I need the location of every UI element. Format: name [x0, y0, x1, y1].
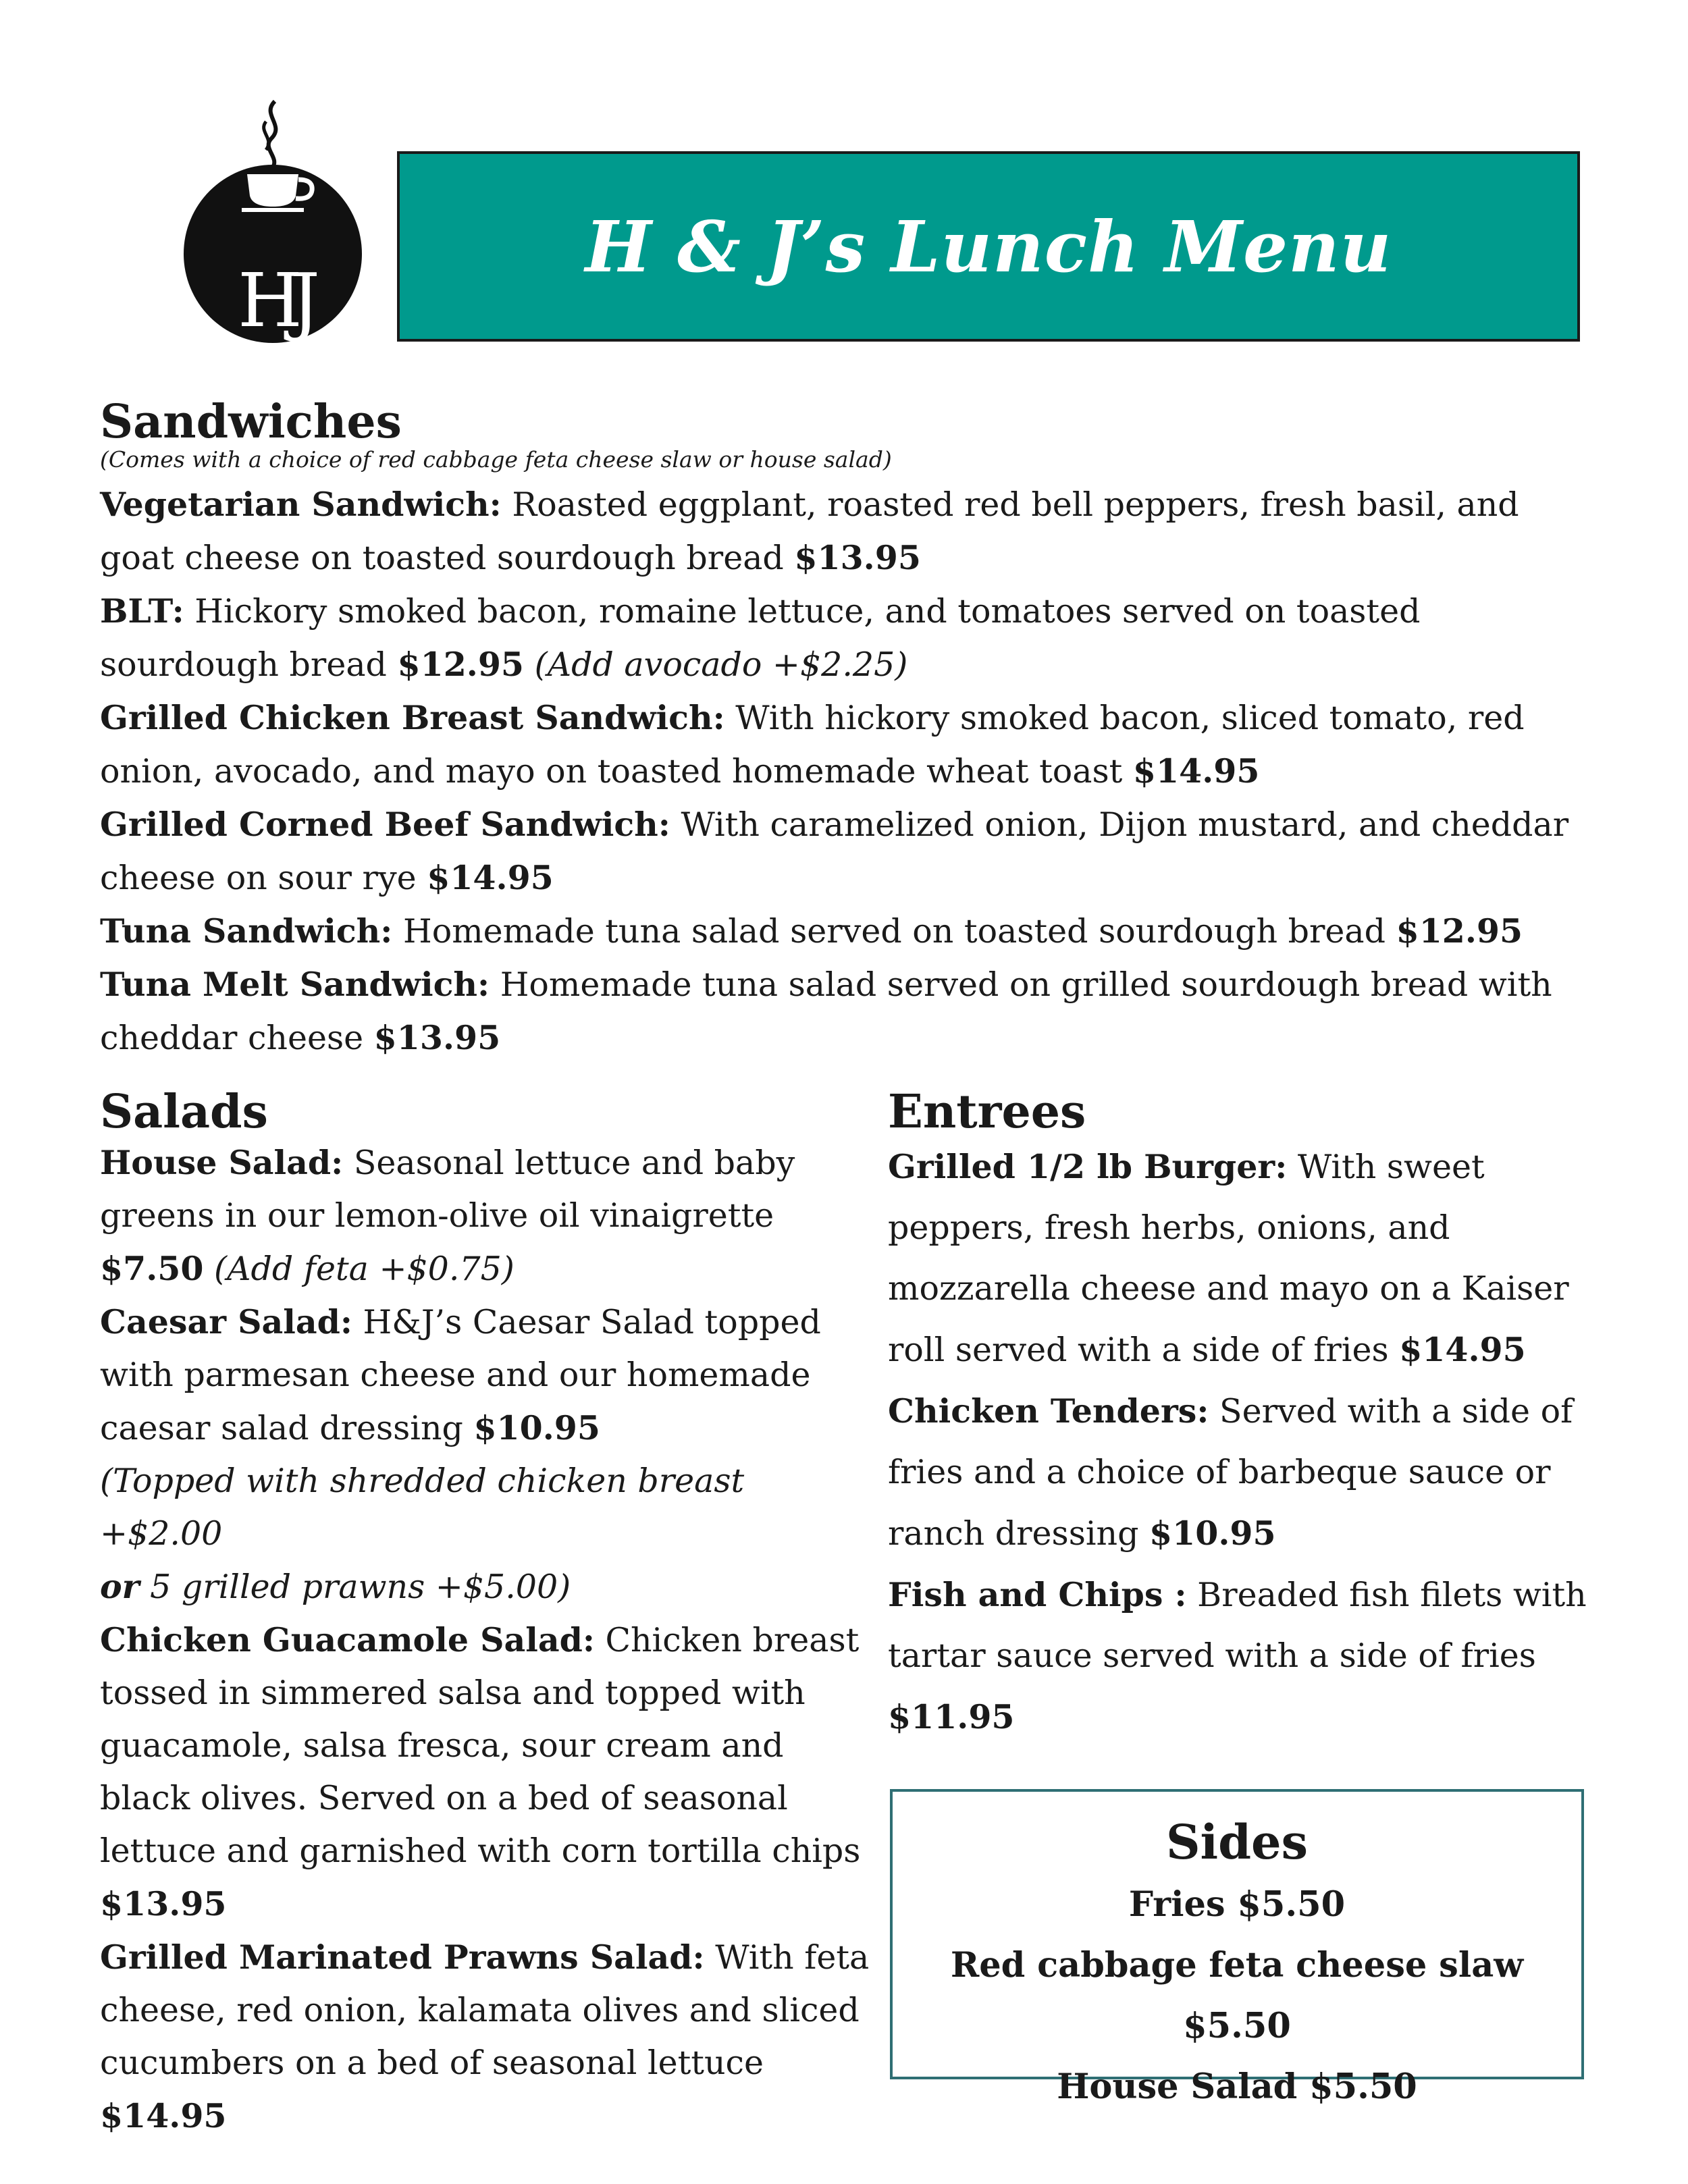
- item-description: With caramelized onion, Dijon mustard, and cheddar cheese on sour rye: [100, 805, 1569, 898]
- item-price: $14.95: [1399, 1330, 1526, 1370]
- item-price: $10.95: [1149, 1514, 1276, 1553]
- menu-item: [100, 478, 1592, 585]
- sandwiches-note: (Comes with a choice of red cabbage feta cheese slaw or house salad): [100, 446, 892, 473]
- menu-item: [100, 1136, 870, 1296]
- item-description: Roasted eggplant, roasted red bell peppers, fresh basil, and goat cheese on toasted sourdough bread: [100, 485, 1519, 578]
- sandwiches-heading: Sandwiches: [100, 395, 402, 449]
- caesar-addon: [100, 1455, 870, 1614]
- item-price: $12.95: [1396, 911, 1523, 951]
- item-name: BLT:: [100, 591, 184, 631]
- item-name: House Salad:: [100, 1143, 344, 1183]
- logo: [177, 95, 369, 344]
- item-description: Hickory smoked bacon, romaine lettuce, and tomatoes served on toasted sourdough bread: [100, 592, 1421, 685]
- menu-item: [100, 1614, 870, 1931]
- item-price: $14.95: [427, 858, 554, 898]
- item-price: $13.95: [100, 1884, 227, 1924]
- item-description: Breaded fish filets with tartar sauce served with a side of fries: [888, 1576, 1587, 1676]
- sides-box: [890, 1789, 1584, 2107]
- menu-item: [100, 1296, 870, 1455]
- menu-item: [888, 1136, 1597, 1381]
- side-item: Red cabbage feta cheese slaw $5.50: [950, 1944, 1524, 2046]
- item-description: Seasonal lettuce and baby greens in our lemon-olive oil vinaigrette: [100, 1144, 795, 1235]
- page-title: H & J’s Lunch Menu: [585, 205, 1392, 288]
- caesar-addon-line-1: (Topped with shredded chicken breast +$2.00: [100, 1462, 745, 1553]
- item-price: $14.95: [100, 2096, 227, 2136]
- caesar-addon-line-2: 5 grilled prawns +$5.00): [139, 1568, 571, 1607]
- caesar-addon-or: or: [100, 1567, 140, 1607]
- item-name: Chicken Guacamole Salad:: [100, 1620, 595, 1660]
- menu-item: [100, 691, 1592, 798]
- item-price: $13.95: [794, 538, 921, 578]
- menu-item: [100, 798, 1592, 905]
- entrees-heading: Entrees: [888, 1085, 1086, 1139]
- item-description: With hickory smoked bacon, sliced tomato, red onion, avocado, and mayo on toasted homemade wheat toast: [100, 699, 1525, 791]
- item-option: (Add feta +$0.75): [203, 1250, 515, 1289]
- item-description: Served with a side of fries and a choice of barbeque sauce or ranch dressing: [888, 1392, 1573, 1553]
- item-price: $7.50: [100, 1249, 204, 1289]
- item-description: Homemade tuna salad served on toasted sourdough bread: [392, 912, 1396, 951]
- menu-item: [100, 585, 1592, 691]
- sandwiches-section: [100, 395, 1592, 1065]
- item-name: Grilled Marinated Prawns Salad:: [100, 1938, 705, 1977]
- sides-heading: Sides: [1165, 1814, 1309, 1870]
- item-description: H&J’s Caesar Salad topped with parmesan cheese and our homemade caesar salad dressing: [100, 1303, 821, 1448]
- side-item: Fries $5.50: [1128, 1884, 1346, 1925]
- item-name: Vegetarian Sandwich:: [100, 485, 502, 525]
- item-name: Chicken Tenders:: [888, 1391, 1209, 1431]
- menu-item: [888, 1564, 1597, 1748]
- salads-heading: Salads: [100, 1085, 268, 1139]
- item-name: Fish and Chips :: [888, 1575, 1187, 1615]
- item-name: Grilled 1/2 lb Burger:: [888, 1147, 1288, 1187]
- menu-item: [100, 958, 1592, 1065]
- item-description: Chicken breast tossed in simmered salsa and topped with guacamole, salsa fresca, sour cream and black olives. Served on a bed of seasonal lettuce and garnished with corn tortilla chips: [100, 1621, 861, 1871]
- logo-letters: HJ: [237, 257, 309, 344]
- item-description: Homemade tuna salad served on grilled sourdough bread with cheddar cheese: [100, 965, 1552, 1058]
- item-description: With feta cheese, red onion, kalamata olives and sliced cucumbers on a bed of seasonal lettuce: [100, 1938, 870, 2083]
- item-option: (Add avocado +$2.25): [524, 645, 908, 685]
- salads-section: [100, 1085, 870, 2143]
- item-description: With sweet peppers, fresh herbs, onions, and mozzarella cheese and mayo on a Kaiser roll served with a side of fries: [888, 1148, 1569, 1370]
- item-price: $13.95: [373, 1018, 501, 1058]
- item-price: $10.95: [473, 1408, 600, 1448]
- menu-item: [100, 905, 1592, 958]
- item-name: Tuna Melt Sandwich:: [100, 965, 490, 1005]
- item-price: $12.95: [397, 645, 525, 685]
- item-name: Tuna Sandwich:: [100, 911, 393, 951]
- menu-item: [888, 1381, 1597, 1564]
- side-item: House Salad $5.50: [1057, 2066, 1417, 2107]
- item-name: Grilled Corned Beef Sandwich:: [100, 805, 670, 845]
- title-banner: [397, 151, 1580, 342]
- item-name: Grilled Chicken Breast Sandwich:: [100, 698, 725, 738]
- item-name: Caesar Salad:: [100, 1302, 352, 1342]
- item-price: $14.95: [1132, 751, 1260, 791]
- menu-item: [100, 1931, 870, 2143]
- item-price: $11.95: [888, 1697, 1015, 1737]
- entrees-section: [888, 1085, 1597, 1748]
